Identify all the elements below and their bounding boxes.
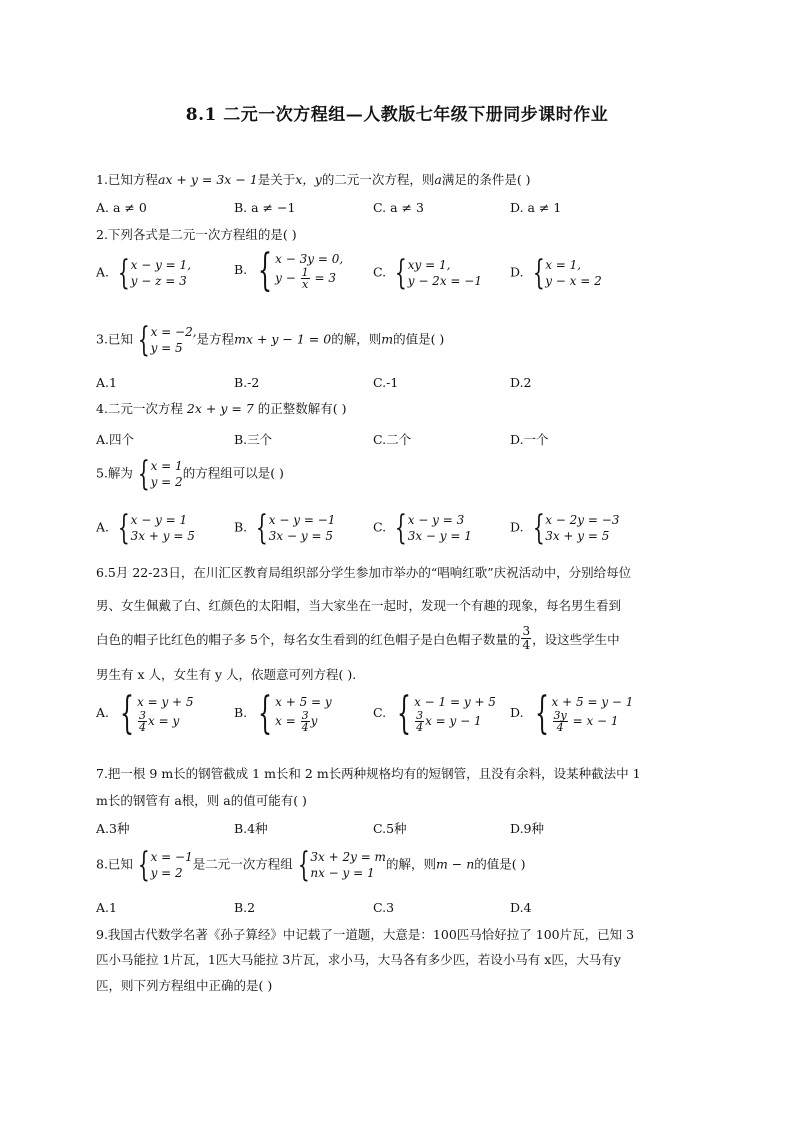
q8-option-c[interactable]: C.3 [373,900,395,915]
q6-b-row2 [275,710,332,733]
q6-option-c[interactable]: C. { x − 1 = y + 5 $\frac{3}{4}$ x = y − 1 [373,687,496,739]
q5-text-a: 5.解为 [96,465,133,481]
q5-text-b: 的方程组可以是( ) [182,465,284,481]
q8-text-a: 8.已知 [96,856,133,872]
q5-option-a[interactable]: A. { x − y = 1 3x + y = 5 [96,508,195,548]
q6-b-frac-num: 3 [301,709,309,722]
q2-option-d[interactable]: D. { x = 1, y − x = 2 [510,253,602,293]
question-2: 2.下列各式是二元一次方程组的是( ) [96,227,297,242]
q7-line2: m长的钢管有 a根，则 a的值可能有( ) [96,793,307,808]
q6-c-frac-num: 3 [416,709,424,722]
question-8: 8.已知 { x = −1 y = 2 是二元一次方程组 { 3x + 2y = m nx − y = 1 的解，则m − n的值是( ) [96,845,526,885]
q8-option-b[interactable]: B.2 [234,900,256,915]
q6-d-row2-rhs: = x − 1 [572,714,619,728]
q4-option-a[interactable]: A.四个 [96,432,135,447]
q1-text-c: 的二元一次方程，则 [321,172,435,187]
q5-c-row2: 3x − y = 1 [407,529,472,543]
q6-d-frac-den: 4 [556,721,564,734]
q1-vars: x，y [295,172,322,187]
q2-a-label: A. [96,264,110,280]
q6-b-label: B. [234,705,248,720]
q8-text-b: 是二元一次方程组 [192,856,293,872]
q7-option-c[interactable]: C.5种 [373,821,407,836]
q3-text-c: 的解，则 [331,331,382,347]
q6-b-row2-lhs: x = [275,714,296,728]
q6-d-row1: x + 5 = y − 1 [551,695,634,709]
q6-c-row1: x − 1 = y + 5 [414,695,496,709]
q8-option-a[interactable]: A.1 [96,900,117,915]
q4-equation: 2x + y = 7 [186,401,254,416]
question-3: 3.已知 { x = −2, y = 5 是方程mx + y − 1 = 0的解，则m的值是( ) [96,320,445,360]
q6-option-b[interactable]: B. { x + 5 = y x = $\frac{3}{4}$ y [234,687,332,739]
q5-c-label: C. [373,519,387,535]
page-title: 8.1 二元一次方程组—人教版七年级下册同步课时作业 [185,105,609,125]
q5-a-row1: x − y = 1 [130,513,188,527]
q5-option-d[interactable]: D. { x − 2y = −3 3x + y = 5 [510,508,620,548]
q2-d-label: D. [510,264,524,280]
q2-c-label: C. [373,264,387,280]
q5-d-row1: x − 2y = −3 [545,513,620,527]
q2-a-row2: y − z = 3 [130,274,187,288]
q3-text-b: 是方程 [196,331,235,347]
q1-equation: ax + y = 3x − 1 [157,172,258,187]
q4-text-b: 的正整数解有( ) [257,401,347,416]
question-5: 5.解为 { x = 1 y = 2 的方程组可以是( ) [96,454,284,494]
q2-options [96,244,656,309]
q2-d-row1: x = 1, [545,258,582,272]
q6-c-row2 [414,710,496,733]
q3-var-m: m [381,331,394,347]
q3-equation: mx + y − 1 = 0 [234,331,332,347]
q6-c-label: C. [373,705,387,720]
q1-text-d: 满足的条件是( ) [441,172,531,187]
q3-option-b[interactable]: B.-2 [234,375,260,390]
q4-option-b[interactable]: B.三个 [234,432,273,447]
q6-a-row2-rhs: x = y [148,714,180,728]
q8-row2: y = 2 [150,866,183,880]
q5-options [96,508,656,552]
q6-line3-tail: ，设这些学生中 [532,631,620,647]
q6-a-frac-den: 4 [139,721,146,734]
q8-sys-row1: 3x + 2y = m [310,850,386,864]
q6-frac-num: 3 [522,624,531,638]
q1-var-a: a [434,172,442,187]
q6-b-frac-den: 4 [301,721,309,734]
q2-c-row2: y − 2x = −1 [407,274,482,288]
q6-options [96,687,656,752]
q6-c-frac-den: 4 [416,721,424,734]
q3-text-d: 的值是( ) [393,331,445,347]
q5-b-row1: x − y = −1 [268,513,336,527]
q5-b-label: B. [234,519,248,535]
q2-option-a[interactable]: A. { x − y = 1, y − z = 3 [96,253,192,293]
q4-option-c[interactable]: C.二个 [373,432,412,447]
q6-line2: 男、女生佩戴了白、红颜色的太阳帽，当大家坐在一起时，发现一个有趣的现象，每名男生看到 [96,598,622,613]
q6-d-frac-num: 3y [553,709,567,722]
q3-option-c[interactable]: C.-1 [373,375,399,390]
q6-a-label: A. [96,705,110,720]
question-1 [96,171,708,189]
q2-option-b[interactable]: B. { x − 3y = 0, y − $\frac{1}{x}$ = 3 [234,244,344,296]
q1-option-d[interactable]: D. a ≠ 1 [510,200,562,215]
q9-line2: 匹小马能拉 1片瓦，1匹大马能拉 3片瓦，求小马，大马各有多少匹，若设小马有 x匹，大马有y [96,952,621,967]
q1-option-c[interactable]: C. a ≠ 3 [373,200,424,215]
q6-d-row2 [552,710,634,733]
q2-b-frac-num: 1 [301,266,309,279]
q6-a-row2 [137,710,194,733]
q5-a-label: A. [96,519,110,535]
q5-option-b[interactable]: B. { x − y = −1 3x − y = 5 [234,508,336,548]
q5-b-row2: 3x − y = 5 [268,529,333,543]
q6-line3-text: 白色的帽子比红色的帽子多 5个，每名女生看到的红色帽子是白色帽子数量的 [96,631,521,647]
q3-row1: x = −2, [150,325,197,339]
q7-option-b[interactable]: B.4种 [234,821,268,836]
q5-c-row1: x − y = 3 [407,513,465,527]
q8-text-d: 的值是( ) [474,856,526,872]
q2-a-row1: x − y = 1, [130,258,192,272]
q5-option-c[interactable]: C. { x − y = 3 3x − y = 1 [373,508,472,548]
q6-b-row2-rhs: y [310,714,318,728]
q1-option-b[interactable]: B. a ≠ −1 [234,200,296,215]
q7-option-a[interactable]: A.3种 [96,821,130,836]
q2-b-row1: x − 3y = 0, [275,252,344,266]
q6-option-d[interactable]: D. { x + 5 = y − 1 $\frac{3y}{4}$ = x − 1 [510,687,634,739]
q8-row1: x = −1 [150,850,193,864]
q6-d-label: D. [510,705,524,720]
q6-b-row1: x + 5 = y [275,695,332,709]
q4-option-d[interactable]: D.一个 [510,432,549,447]
q6-frac-den: 4 [522,638,531,652]
q5-row2: y = 2 [150,475,183,489]
q6-a-row1: x = y + 5 [137,695,194,709]
q8-expression: m − n [435,856,475,872]
q8-option-d[interactable]: D.4 [510,900,532,915]
q2-b-row2 [275,267,343,290]
q8-sys-row2: nx − y = 1 [310,866,375,880]
q1-option-a[interactable]: A. a ≠ 0 [96,200,147,215]
question-4 [96,400,708,418]
q5-d-label: D. [510,519,524,535]
q3-row2: y = 5 [150,341,183,355]
q2-b-row2-lhs: y − [275,271,296,285]
q2-c-row1: xy = 1, [407,258,451,272]
q7-line1: 7.把一根 9 m长的钢管截成 1 m长和 2 m长两种规格均有的短钢管，且没有余料，设某种截法中 1 [96,766,641,781]
q5-a-row2: 3x + y = 5 [130,529,195,543]
q9-line1: 9.我国古代数学名著《孙子算经》中记载了一道题，大意是：100匹马恰好拉了 100片瓦，已知 3 [96,927,635,942]
q1-text-b: 是关于 [257,172,296,187]
q6-c-row2-rhs: x = y − 1 [425,714,482,728]
q6-a-frac-num: 3 [139,709,146,722]
q2-b-frac-den: x [302,278,309,291]
q2-b-row2-rhs: = 3 [314,271,336,285]
q5-row1: x = 1 [150,459,183,473]
q9-line3: 匹，则下列方程组中正确的是( ) [96,978,273,993]
q6-line1: 6.5月 22-23日，在川汇区教育局组织部分学生参加市举办的“唱响红歌”庆祝活动中，分别给每位 [96,565,632,580]
q3-option-d[interactable]: D.2 [510,375,532,390]
q2-option-c[interactable]: C. { xy = 1, y − 2x = −1 [373,253,482,293]
q2-d-row2: y − x = 2 [545,274,602,288]
q6-option-a[interactable]: A. { x = y + 5 $\frac{3}{4}$ x = y [96,687,194,739]
q5-d-row2: 3x + y = 5 [545,529,610,543]
q3-text-a: 3.已知 [96,331,133,347]
q6-line3 [96,625,620,652]
q1-text: 1.已知方程 [96,172,158,187]
q4-text-a: 4.二元一次方程 [96,401,183,416]
q6-line4: 男生有 x 人，女生有 y 人，依题意可列方程( ). [96,667,357,682]
q2-b-label: B. [234,262,248,277]
q3-option-a[interactable]: A.1 [96,375,117,390]
q7-option-d[interactable]: D.9种 [510,821,545,836]
q8-text-c: 的解，则 [385,856,436,872]
